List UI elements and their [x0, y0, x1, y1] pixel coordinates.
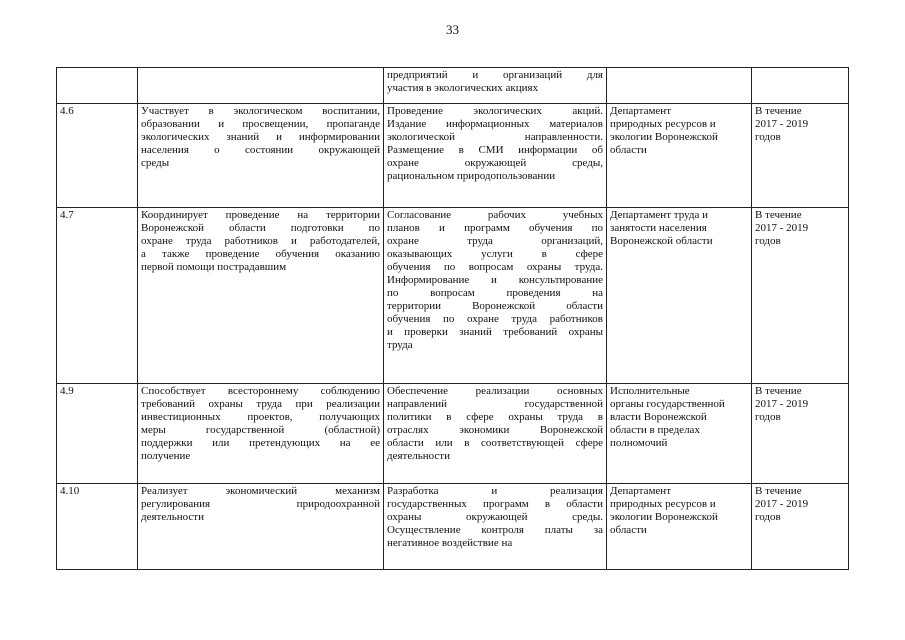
activity-line: по вопросам проведения на [387, 287, 603, 299]
activity-line: негативное воздействие на [387, 537, 513, 549]
responsible-line: экологии Воронежской [610, 131, 718, 143]
function-line: Участвует в экологическом воспитании, [141, 105, 380, 117]
term-cell [752, 484, 849, 570]
responsible-line: Департамент [610, 105, 672, 117]
function-cell [138, 484, 384, 570]
activity-line: Проведение экологических акций. [387, 105, 603, 117]
activity-line: охране окружающей среды, [387, 157, 603, 169]
activity-line: охраны окружающей среды. [387, 511, 603, 523]
function-line: населения о состоянии окружающей [141, 144, 380, 156]
activity-line: Согласование рабочих учебных [387, 209, 603, 221]
responsible-line: органы государственной [610, 398, 725, 410]
responsible-cell [607, 484, 752, 570]
responsible-line: экологии Воронежской [610, 511, 718, 523]
term-line: В течение [755, 385, 802, 397]
measures-table [56, 67, 849, 570]
table-row [57, 68, 849, 104]
responsible-cell [607, 104, 752, 208]
activity-line: и проверки знаний требований охраны [387, 326, 603, 338]
responsible-line: Департамент [610, 485, 672, 497]
term-cell [752, 68, 849, 104]
responsible-line: занятости населения [610, 222, 707, 234]
term-cell [752, 208, 849, 384]
function-line: среды [141, 157, 170, 169]
activity-line: охране труда организаций, [387, 235, 603, 247]
function-line: а также проведение обучения оказанию [141, 248, 380, 260]
activity-line: государственных программ в области [387, 498, 603, 510]
term-line: 2017 - 2019 [755, 118, 809, 130]
function-line: инвестиционных проектов, получающих [141, 411, 380, 423]
activity-line: направлений государственной [387, 398, 603, 410]
responsible-line: власти Воронежской [610, 411, 707, 423]
activity-line: оказывающих услуги в сфере [387, 248, 603, 260]
activity-line: области или в соответствующей сфере [387, 437, 603, 449]
item-number-cell [57, 104, 138, 208]
activity-line: предприятий и организаций для [387, 69, 603, 81]
item-number-cell [57, 208, 138, 384]
activity-line: обучения по охране труда работников [387, 313, 603, 325]
activity-line: политики в сфере охраны труда в [387, 411, 603, 423]
function-line: получение [141, 450, 191, 462]
function-line: деятельности [141, 511, 204, 523]
table-row [57, 384, 849, 484]
activity-line: территории Воронежской области [387, 300, 603, 312]
item-number-cell [57, 484, 138, 570]
table-row [57, 208, 849, 384]
term-cell [752, 384, 849, 484]
term-line: В течение [755, 485, 802, 497]
activity-cell [384, 484, 607, 570]
function-line: первой помощи пострадавшим [141, 261, 287, 273]
function-line: Воронежской области подготовки по [141, 222, 380, 234]
responsible-line: Воронежской области [610, 235, 713, 247]
activity-line: участия в экологических акциях [387, 82, 539, 94]
item-number: 4.10 [60, 485, 80, 497]
activity-line: обучения по вопросам охраны труда. [387, 261, 603, 273]
activity-cell [384, 208, 607, 384]
function-cell [138, 104, 384, 208]
item-number: 4.6 [60, 105, 74, 117]
function-line: Способствует всестороннему соблюдению [141, 385, 380, 397]
term-line: 2017 - 2019 [755, 498, 809, 510]
function-cell [138, 208, 384, 384]
function-line: поддержки или претендующих на ее [141, 437, 380, 449]
term-line: 2017 - 2019 [755, 222, 809, 234]
term-cell [752, 104, 849, 208]
table-row [57, 484, 849, 570]
function-line: Реализует экономический механизм [141, 485, 380, 497]
table-row [57, 104, 849, 208]
activity-line: Обеспечение реализации основных [387, 385, 603, 397]
responsible-line: Департамент труда и [610, 209, 708, 221]
item-number: 4.7 [60, 209, 74, 221]
activity-line: отраслях экономики Воронежской [387, 424, 603, 436]
responsible-line: полномочий [610, 437, 668, 449]
activity-cell [384, 68, 607, 104]
activity-line: Информирование и консультирование [387, 274, 603, 286]
term-line: 2017 - 2019 [755, 398, 809, 410]
activity-cell [384, 384, 607, 484]
term-line: годов [755, 131, 781, 143]
function-line: требований охраны труда при реализации [141, 398, 380, 410]
activity-cell [384, 104, 607, 208]
responsible-line: Исполнительные [610, 385, 690, 397]
activity-line: Разработка и реализация [387, 485, 603, 497]
responsible-line: природных ресурсов и [610, 118, 716, 130]
activity-line: планов и программ обучения по [387, 222, 603, 234]
term-line: В течение [755, 105, 802, 117]
activity-line: рациональном природопользовании [387, 170, 556, 182]
function-cell [138, 384, 384, 484]
activity-line: труда [387, 339, 413, 351]
function-line: экологических знаний и информировании [141, 131, 380, 143]
function-line: Координирует проведение на территории [141, 209, 380, 221]
activity-line: экологической направленности. [387, 131, 603, 143]
responsible-cell [607, 384, 752, 484]
responsible-line: природных ресурсов и [610, 498, 716, 510]
function-line: образовании и просвещении, пропаганде [141, 118, 380, 130]
activity-line: Осуществление контроля платы за [387, 524, 603, 536]
term-line: годов [755, 235, 781, 247]
activity-line: Размещение в СМИ информации об [387, 144, 603, 156]
responsible-line: области в пределах [610, 424, 700, 436]
term-line: В течение [755, 209, 802, 221]
function-cell [138, 68, 384, 104]
function-line: регулирования природоохранной [141, 498, 380, 510]
term-line: годов [755, 411, 781, 423]
activity-line: Издание информационных материалов [387, 118, 603, 130]
responsible-line: области [610, 524, 647, 536]
responsible-cell [607, 68, 752, 104]
responsible-cell [607, 208, 752, 384]
activity-line: деятельности [387, 450, 450, 462]
term-line: годов [755, 511, 781, 523]
item-number-cell [57, 384, 138, 484]
function-line: охране труда работников и работодателей, [141, 235, 380, 247]
item-number-cell [57, 68, 138, 104]
function-line: меры государственной (областной) [141, 424, 380, 436]
responsible-line: области [610, 144, 647, 156]
item-number: 4.9 [60, 385, 74, 397]
page-number: 33 [446, 22, 459, 37]
